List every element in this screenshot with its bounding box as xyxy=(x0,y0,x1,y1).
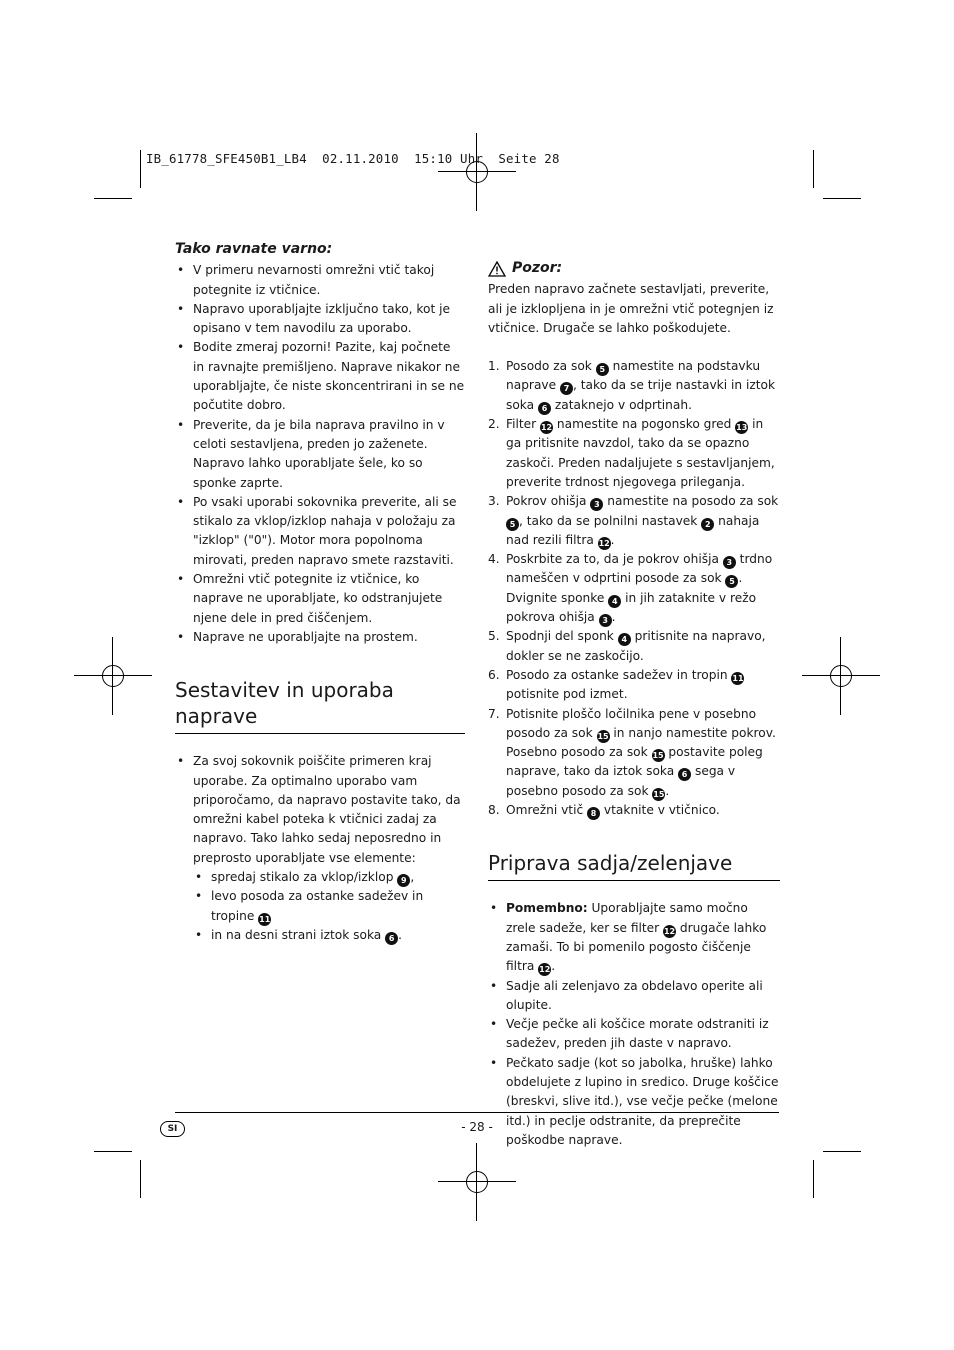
text-run: Pokrov ohišja xyxy=(506,494,591,509)
text-run: , tako da se polnilni nastavek xyxy=(519,513,702,528)
text-run: spredaj stikalo za vklop/izklop xyxy=(211,870,398,885)
part-number-badge: 13 xyxy=(736,423,748,433)
step-item xyxy=(488,550,780,627)
print-header: IB_61778_SFE450B1_LB4 02.11.2010 15:10 Uhr Seite 28 xyxy=(146,151,560,166)
text-run: drugače lahko zamaši. To bi pomenilo pogosto čiščenje filtra xyxy=(506,920,767,974)
text-run: levo posoda za ostanke sadežev in tropine xyxy=(211,889,424,923)
text-run: namestite na podstavku naprave xyxy=(506,359,761,393)
language-badge: SI xyxy=(160,1121,185,1137)
part-number-badge: 12 xyxy=(663,926,676,936)
part-number-badge: 5 xyxy=(506,518,519,531)
assembly-list xyxy=(175,752,465,945)
registration-mark xyxy=(802,637,880,715)
safety-list xyxy=(175,261,465,647)
text-run: Spodnji del sponk xyxy=(506,629,618,644)
right-column xyxy=(488,259,780,1150)
step-number: 3. xyxy=(488,494,500,509)
part-number-badge: 9 xyxy=(397,874,410,887)
part-number-badge: 4 xyxy=(618,633,631,646)
part-number-badge: 5 xyxy=(596,363,609,376)
warning-heading xyxy=(488,259,780,278)
part-number-badge: 12 xyxy=(539,965,551,975)
step-number: 4. xyxy=(488,552,500,567)
left-column xyxy=(175,240,465,945)
part-number-badge: 15 xyxy=(653,789,665,799)
part-number-badge: 4 xyxy=(608,595,621,608)
text-run: Poskrbite za to, da je pokrov ohišja xyxy=(506,552,723,567)
list-item: • Naprave ne uporabljajte na prostem. xyxy=(175,628,465,647)
crop-mark xyxy=(140,1160,141,1198)
crop-mark xyxy=(813,1160,814,1198)
text-run: in nanjo namestite pokrov. Posebno posodo za sok xyxy=(506,725,776,760)
page-number: - 28 - xyxy=(461,1120,493,1134)
list-item: • Preverite, da je bila naprava pravilno in v celoti sestavljena, preden jo zaženete. Napravo lahko uporabljate šele, ko so sponke zaprte. xyxy=(175,416,465,493)
part-number-badge: 3 xyxy=(723,556,736,569)
assembly-dash-list xyxy=(193,868,465,945)
text-run: . xyxy=(551,959,556,974)
part-number-badge: 7 xyxy=(560,382,573,395)
step-item xyxy=(488,801,780,820)
warning-icon xyxy=(488,261,506,277)
safety-heading: Tako ravnate varno: xyxy=(175,241,333,257)
step-number: 1. xyxy=(488,359,500,374)
step-number: 2. xyxy=(488,417,500,432)
warning-heading-text: Pozor: xyxy=(512,260,563,276)
step-item xyxy=(488,357,780,415)
text-run: Večje pečke ali koščice morate odstraniti iz sadežev, preden jih daste v napravo. xyxy=(506,1017,769,1051)
text-run: trdno nameščen v odprtini posode za sok xyxy=(506,552,773,586)
registration-mark xyxy=(438,133,516,211)
text-run: zataknejo v odprtinah. xyxy=(551,397,692,412)
list-item xyxy=(488,1015,780,1054)
step-item xyxy=(488,705,780,801)
text-run: namestite na posodo za sok xyxy=(603,494,779,509)
list-item: • Po vsaki uporabi sokovnika preverite, ali se stikalo za vklop/izklop nahaja v položaju za "izklop" ("0"). Motor mora popolnoma mirovati, preden napravo smete razstaviti. xyxy=(175,493,465,570)
part-number-badge: 5 xyxy=(725,575,738,588)
crop-mark xyxy=(140,150,141,188)
step-item xyxy=(488,627,780,666)
text-run: Pečkato sadje (kot so jabolka, hruške) lahko obdelujete z lupino in sredico. Druge koščice (breskvi, slive itd.), vse večje pečke (melone itd.) in peclje odstranite, da preprečite poškodbe naprave. xyxy=(506,1055,779,1147)
step-item xyxy=(488,492,780,550)
dash-item xyxy=(193,926,465,945)
part-number-badge: 6 xyxy=(385,932,398,945)
part-number-badge: 3 xyxy=(599,614,612,627)
text-run: . xyxy=(610,532,615,547)
part-number-badge: 12 xyxy=(598,538,610,548)
crop-mark xyxy=(813,150,814,188)
text-run: . xyxy=(611,610,616,625)
text-run: namestite na pogonsko gred xyxy=(553,417,736,432)
list-item xyxy=(488,899,780,976)
registration-mark xyxy=(74,637,152,715)
text-run: Uporabljajte samo močno zrele sadeže, ker se filter xyxy=(506,901,748,935)
part-number-badge: 8 xyxy=(587,807,600,820)
part-number-badge: 2 xyxy=(701,518,714,531)
text-run: , xyxy=(410,870,415,885)
step-number: 8. xyxy=(488,803,500,818)
text-run: Potisnite ploščo ločilnika pene v posebno posodo za sok xyxy=(506,706,757,740)
part-number-badge: 15 xyxy=(597,731,609,741)
list-item: • Napravo uporabljajte izključno tako, kot je opisano v tem navodilu za uporabo. xyxy=(175,300,465,339)
step-number: 6. xyxy=(488,667,500,682)
text-run: . Dvignite sponke xyxy=(506,571,743,605)
list-item: • V primeru nevarnosti omrežni vtič takoj potegnite iz vtičnice. xyxy=(175,261,465,300)
text-run: nahaja nad rezili filtra xyxy=(506,513,760,547)
text-run: in na desni strani iztok soka xyxy=(211,927,386,942)
assembly-steps xyxy=(488,357,780,820)
text-run: . xyxy=(665,783,670,798)
text-run: Omrežni vtič xyxy=(506,803,588,818)
warning-text: Preden napravo začnete sestavljati, preverite, ali je izklopljena in je omrežni vtič potegnjen iz vtičnice. Drugače se lahko poškodujete. xyxy=(488,282,774,335)
step-number: 7. xyxy=(488,706,500,721)
list-item xyxy=(175,752,465,945)
step-number: 5. xyxy=(488,629,500,644)
part-number-badge: 3 xyxy=(590,498,603,511)
part-number-badge: 6 xyxy=(538,402,551,415)
text-run: Filter xyxy=(506,417,541,432)
text-run: pritisnite na napravo, dokler se ne zaskočijo. xyxy=(506,629,766,663)
part-number-badge: 12 xyxy=(540,423,553,433)
text-run: . xyxy=(398,927,403,942)
step-item xyxy=(488,415,780,492)
assembly-intro: Za svoj sokovnik poiščite primeren kraj uporabe. Za optimalno uporabo vam priporočamo, da napravo postavite tako, da omrežni kabel poteka k vtičnici zadaj za napravo. Tako lahko sedaj neposredno in preprosto uporabljate vse elemente: xyxy=(193,754,461,865)
part-number-badge: 11 xyxy=(732,673,744,683)
crop-mark xyxy=(823,198,861,199)
list-item xyxy=(488,977,780,1016)
list-item xyxy=(488,1054,780,1150)
assembly-title: Sestavitev in uporaba naprave xyxy=(175,677,465,734)
text-run: Sadje ali zelenjavo za obdelavo operite ali olupite. xyxy=(506,978,763,1012)
part-number-badge: 6 xyxy=(678,768,691,781)
part-number-badge: 11 xyxy=(259,914,271,924)
text-run: Posodo za ostanke sadežev in tropin xyxy=(506,667,732,682)
dash-item xyxy=(193,887,465,926)
prep-title: Priprava sadja/zelenjave xyxy=(488,850,780,881)
part-number-badge: 15 xyxy=(652,751,664,761)
emphasis-label: Pomembno: xyxy=(506,901,588,916)
footer-divider xyxy=(175,1112,779,1113)
crop-mark xyxy=(823,1151,861,1152)
list-item: • Omrežni vtič potegnite iz vtičnice, ko naprave ne uporabljate, ko odstranjujete njene dele in pred čiščenjem. xyxy=(175,570,465,628)
crop-mark xyxy=(94,198,132,199)
registration-mark xyxy=(438,1143,516,1221)
text-run: vtaknite v vtičnico. xyxy=(600,803,720,818)
list-item: • Bodite zmeraj pozorni! Pazite, kaj počnete in ravnajte premišljeno. Naprave nikakor ne uporabljajte, če niste skoncentrirani in se ne počutite dobro. xyxy=(175,338,465,415)
text-run: , tako da se trije nastavki in iztok soka xyxy=(506,378,776,412)
text-run: potisnite pod izmet. xyxy=(506,687,628,702)
step-item xyxy=(488,666,780,705)
text-run: in ga pritisnite navzdol, tako da se opazno zaskoči. Preden nadaljujete s sestavljanjem, preverite trdnost njegovega prileganja. xyxy=(506,417,775,489)
text-run: sega v posebno posodo za sok xyxy=(506,764,736,798)
crop-mark xyxy=(94,1151,132,1152)
dash-item xyxy=(193,868,465,887)
text-run: postavite poleg naprave, tako da iztok soka xyxy=(506,745,763,779)
text-run: Posodo za sok xyxy=(506,359,596,374)
text-run: in jih zataknite v režo pokrova ohišja xyxy=(506,590,757,625)
